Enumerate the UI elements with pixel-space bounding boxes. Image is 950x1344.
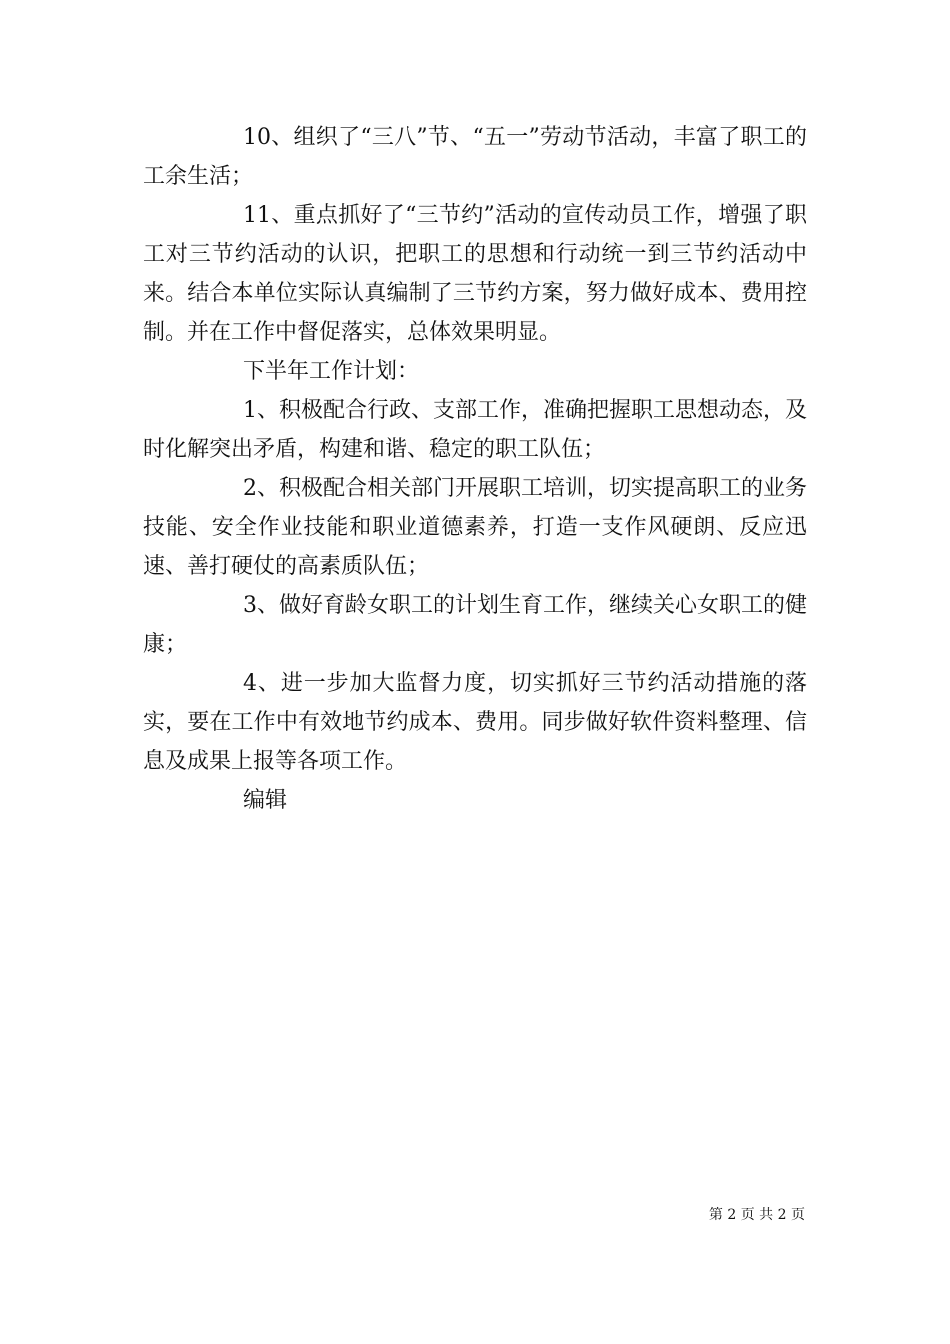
document-body — [143, 118, 807, 820]
paragraph-item-11: 11、重点抓好了“三节约”活动的宣传动员工作，增强了职工对三节约活动的认识，把职工的思想和行动统一到三节约活动中来。结合本单位实际认真编制了三节约方案，努力做好成本、费用控制。并在工作中督促落实，总体效果明显。 — [143, 203, 807, 345]
plan-item-2: 2、积极配合相关部门开展职工培训，切实提高职工的业务技能、安全作业技能和职业道德素养，打造一支作风硬朗、反应迅速、善打硬仗的高素质队伍； — [143, 476, 807, 579]
plan-item-4: 4、进一步加大监督力度，切实抓好三节约活动措施的落实，要在工作中有效地节约成本、费用。同步做好软件资料整理、信息及成果上报等各项工作。 — [143, 671, 807, 774]
plan-item-3: 3、做好育龄女职工的计划生育工作，继续关心女职工的健康； — [143, 593, 807, 657]
closing-text: 编辑 — [243, 788, 288, 813]
plan-heading: 下半年工作计划： — [243, 359, 420, 384]
page-indicator: 第 2 页 共 2 页 — [708, 1207, 805, 1223]
paragraph-item-10: 10、组织了“三八”节、“五一”劳动节活动，丰富了职工的工余生活； — [143, 125, 807, 189]
plan-item-1: 1、积极配合行政、支部工作，准确把握职工思想动态，及时化解突出矛盾，构建和谐、稳定的职工队伍； — [143, 398, 807, 462]
